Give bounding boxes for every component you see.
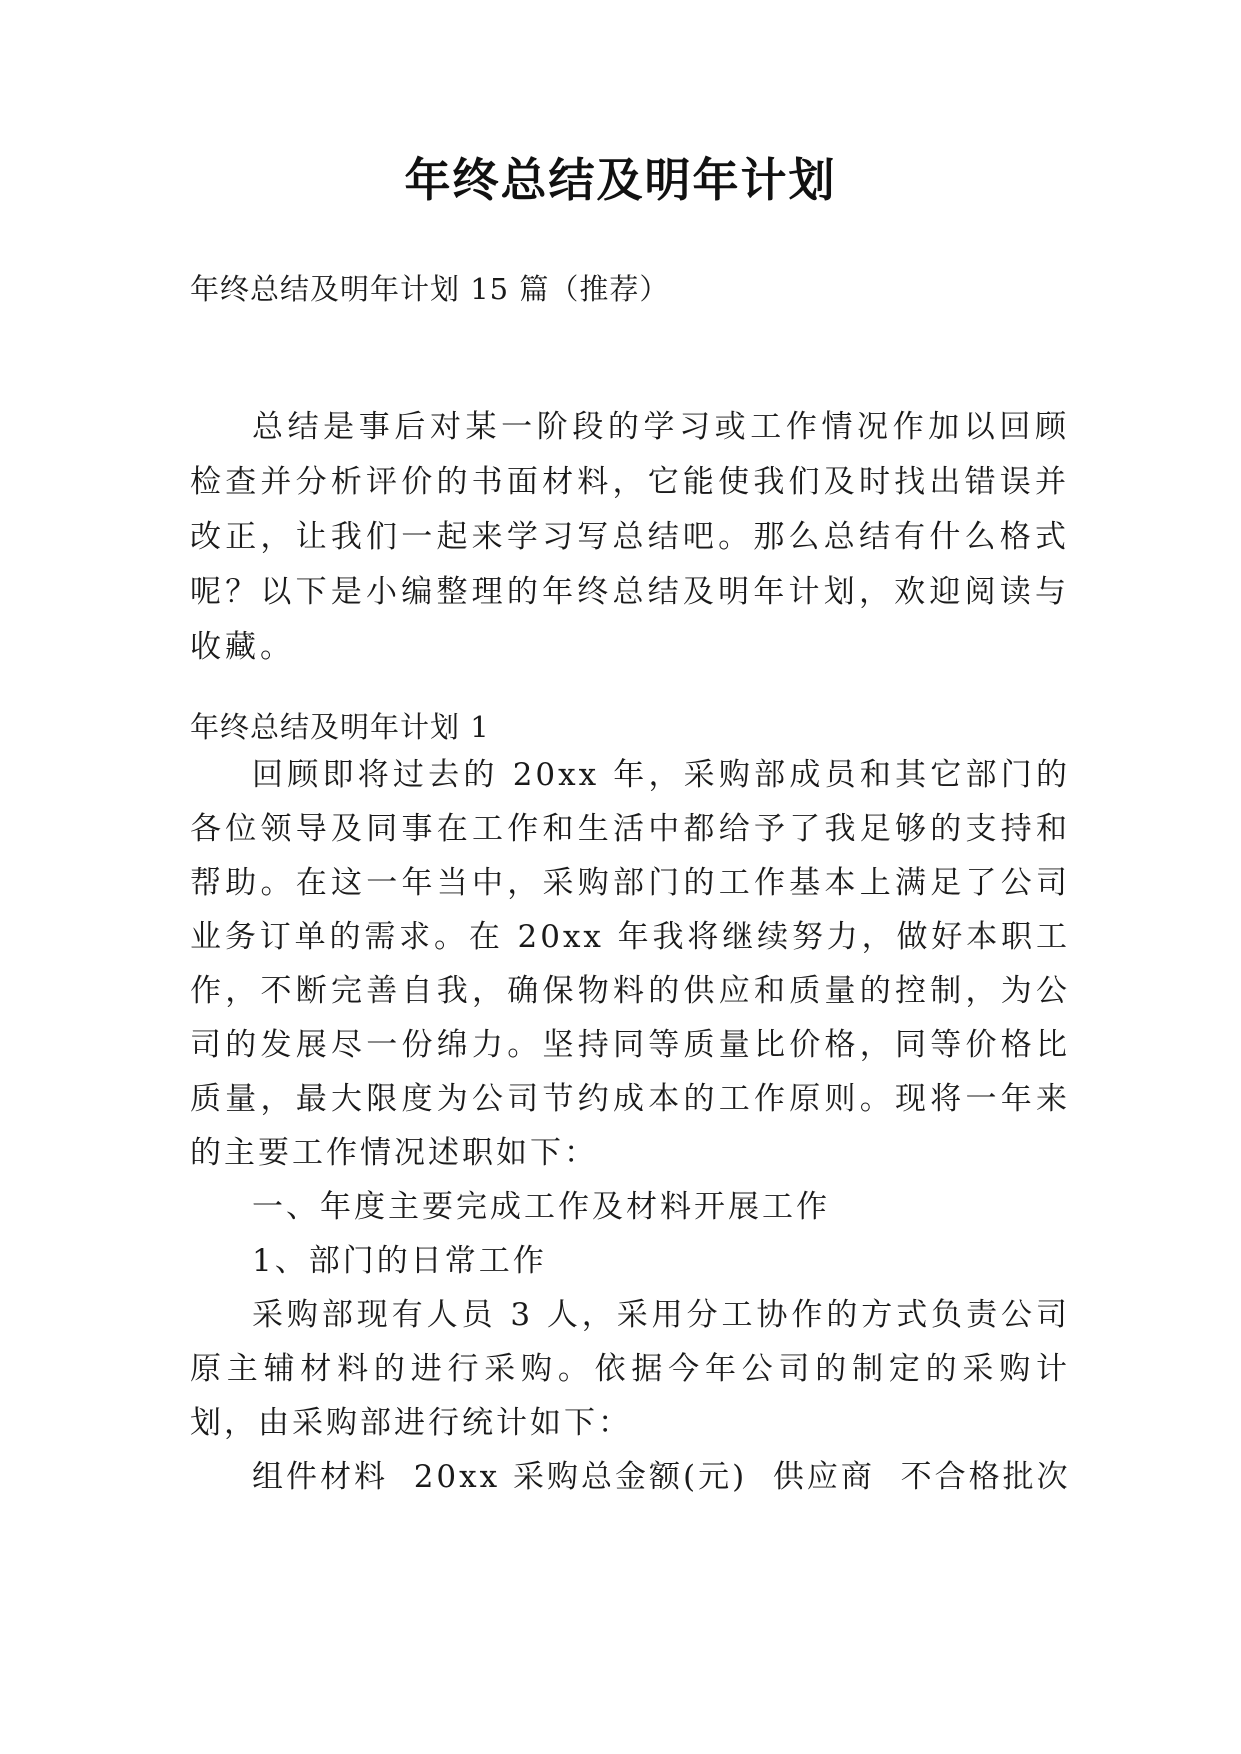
document-title: 年终总结及明年计划 bbox=[404, 153, 837, 207]
item-heading: 一、年度主要完成工作及材料开展工作 bbox=[252, 1189, 830, 1225]
table-header-line: 组件材料 20xx 采购总金额(元) 供应商 不合格批次 bbox=[252, 1459, 1071, 1495]
section-body bbox=[190, 748, 1070, 1504]
intro-paragraph: 总结是事后对某一阶段的学习或工作情况作加以回顾检查并分析评价的书面材料，它能使我们及时找出错误并改正，让我们一起来学习写总结吧。那么总结有什么格式呢？以下是小编整理的年终总结及明年计划，欢迎阅读与收藏。 bbox=[190, 409, 1070, 665]
section-paragraph: 采购部现有人员 3 人，采用分工协作的方式负责公司原主辅材料的进行采购。依据今年公司的制定的采购计划，由采购部进行统计如下： bbox=[190, 1297, 1070, 1441]
item-heading: 1、部门的日常工作 bbox=[252, 1243, 547, 1279]
section-heading: 年终总结及明年计划 1 bbox=[190, 710, 490, 744]
section-paragraph: 回顾即将过去的 20xx 年，采购部成员和其它部门的各位领导及同事在工作和生活中都给予了我足够的支持和帮助。在这一年当中，采购部门的工作基本上满足了公司业务订单的需求。在 20xx 年我将继续努力，做好本职工作，不断完善自我，确保物料的供应和质量的控制，为公司的发展尽一份绵力。坚持同等质量比价格，同等价格比质量，最大限度为公司节约成本的工作原则。现将一年来的主要工作情况述职如下： bbox=[190, 757, 1070, 1171]
document-subtitle: 年终总结及明年计划 15 篇（推荐） bbox=[190, 272, 670, 306]
